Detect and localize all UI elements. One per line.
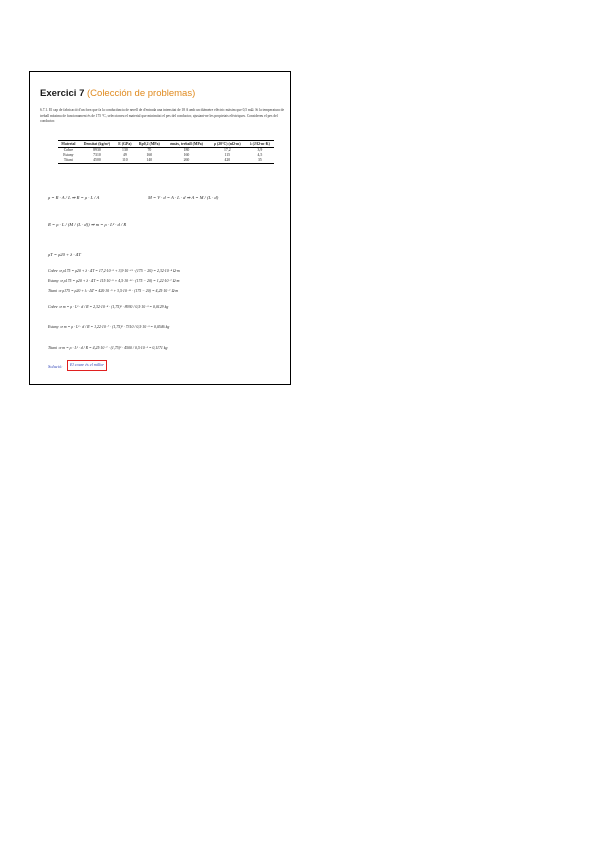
equation-resistivity: ρ = R · A / L ⇒ R = ρ · L / A	[48, 195, 100, 200]
table-header: Densitat (kg/m³)	[79, 141, 115, 148]
solution-label: Solució:	[48, 364, 63, 369]
table-cell: 17,2	[223, 147, 231, 152]
material-properties-table	[58, 140, 274, 164]
equation-copper-resistivity: Cobre ⇒ ρ175 = ρ20 + λ · ΔT = 17,2·10⁻⁹ + 3,9·10⁻¹¹ · (175 − 20) = 2,32·10⁻⁸ Ω·m	[48, 269, 180, 273]
table-cell: 35	[246, 158, 274, 164]
table-header-row	[58, 141, 274, 148]
document-page	[29, 71, 291, 385]
equation-copper-mass: Cobre ⇒ m = ρ · L² · d / R = 2,32·10⁻⁸ · (1,75)² · 8930 / 0,5·10⁻³ = 0,0129 kg	[48, 305, 169, 309]
table-cell: 420	[209, 158, 246, 164]
table-cell: 180	[183, 147, 190, 152]
equation-tin-mass: Estany ⇒ m = ρ · L² · d / R = 1,22·10⁻⁷ · (1,75)² · 7310 / 0,5·10⁻³ = 0,0546 kg	[48, 325, 170, 329]
table-cell: 7310	[93, 152, 101, 157]
table-header: Rp0,2 (MPa)	[135, 141, 164, 148]
table-header: σmàx, treball (MPa)	[164, 141, 209, 148]
table-header: Material	[58, 141, 79, 148]
table-cell: 260	[164, 158, 209, 164]
solution-answer-box: El coure és el millor	[67, 360, 107, 371]
table-cell: 3,9	[257, 147, 263, 152]
table-cell: 140	[135, 158, 164, 164]
exercise-title	[40, 88, 195, 99]
table-row	[58, 158, 274, 164]
table-header: E (GPa)	[115, 141, 135, 148]
title-text: Exercici 7	[40, 88, 85, 99]
table-cell: 4,5	[257, 152, 263, 157]
table-header: ρ (20°C) (nΩ·m)	[209, 141, 246, 148]
table-cell: Estany	[63, 152, 74, 157]
table-header: λ (J/Ω·m·K)	[246, 141, 274, 148]
table-cell: 110	[115, 158, 135, 164]
equation-mass: M = V · d = A · L · d ⇒ A = M / (L · d)	[148, 195, 219, 200]
problem-statement: 6.7.1. El cap de fabricació d'un forn que fa la conductància de nerell de d'entrada una intensitat de 18 A amb un diàmetre elèctric màxim que 0,5 mΩ. Si la temperatura de treball màxima de funcionament és de 175 °C, seleccioneu el material que minimitzi el pes del conductor, ajustant-ne les propietats elèctriques. Considereu el pes del conductor.	[40, 108, 285, 124]
table-cell: Cobre	[63, 147, 73, 152]
title-subtitle: (Colección de problemas)	[87, 88, 196, 99]
equation-titanium-resistivity: Titani ⇒ ρ175 = ρ20 + λ · ΔT = 420·10⁻⁹ + 3,5·10⁻¹¹ · (175 − 20) = 4,25·10⁻⁷ Ω·m	[48, 289, 179, 293]
table-cell: 160	[183, 152, 190, 157]
table-cell: 49	[123, 152, 127, 157]
equation-tin-resistivity: Estany ⇒ ρ175 = ρ20 + λ · ΔT = 115·10⁻⁹ + 4,5·10⁻¹¹ · (175 − 20) = 1,22·10⁻⁷ Ω·m	[48, 279, 180, 283]
table-cell: 130	[122, 147, 128, 152]
table-cell: 70	[147, 147, 152, 152]
table-cell: 115	[224, 152, 231, 157]
equation-temperature-resistivity: ρT = ρ20 + λ · ΔT	[48, 252, 81, 257]
equation-mass-derivation: R = ρ · L / (M / (L · d)) ⇒ m = ρ · L² · d / R	[48, 222, 127, 227]
table-cell: 8930	[93, 147, 101, 152]
table-cell: 160	[146, 152, 153, 157]
table-cell: 4500	[79, 158, 115, 164]
equation-titanium-mass: Titani ⇒ m = ρ · L² · d / R = 4,25·10⁻⁷ · (1,75)² · 4500 / 0,5·10⁻³ = 0,1171 kg	[48, 346, 168, 350]
table-cell: Titani	[58, 158, 79, 164]
